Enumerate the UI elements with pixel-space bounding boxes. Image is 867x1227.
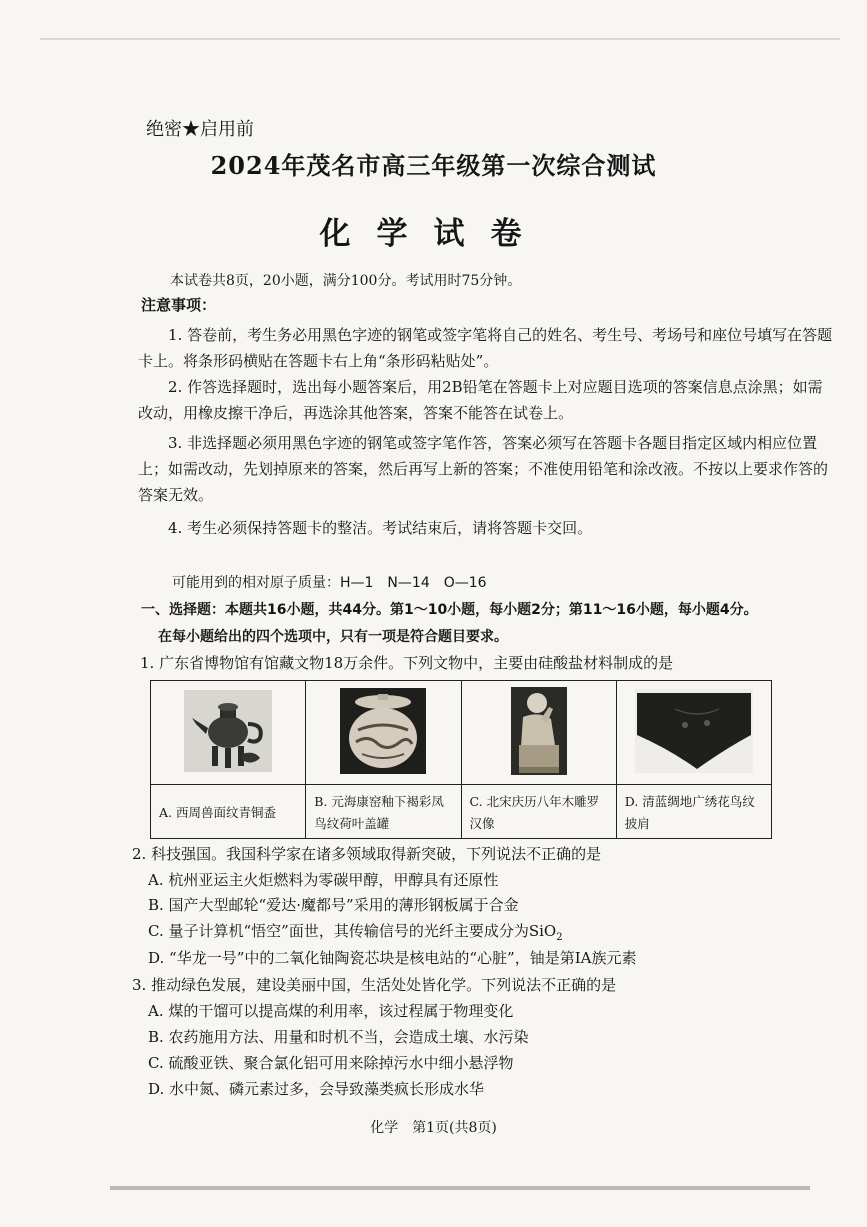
sio2-subscript: 2 (556, 932, 563, 943)
exam-intro: 本试卷共8页，20小题，满分100分。考试用时75分钟。 (170, 273, 522, 289)
question-2-option-c (148, 920, 563, 943)
porcelain-jar-icon (338, 686, 428, 776)
notice-item-1: 1. 答卷前，考生务必用黑色字迹的钢笔或签字笔将自己的姓名、考生号、考场号和座位号填写在答题卡上。将条形码横贴在答题卡右上角“条形码粘贴处”。 (138, 326, 833, 370)
question-3-option-b: B. 农药施用方法、用量和时机不当，会造成土壤、水污染 (148, 1028, 529, 1046)
option-c-caption: C. 北宋庆历八年木雕罗汉像 (461, 785, 616, 839)
option-c-image-cell (461, 681, 616, 785)
wooden-arhat-icon (509, 685, 569, 777)
question-1-stem: 1. 广东省博物馆有馆藏文物18万余件。下列文物中，主要由硅酸盐材料制成的是 (140, 654, 674, 672)
bronze-vessel-icon (182, 688, 274, 774)
section-heading: 一、选择题：本题共16小题，共44分。第1～10小题，每小题2分；第11～16小题，每小题4分。 (141, 602, 758, 618)
option-d-image-cell (616, 681, 771, 785)
option-d-caption: D. 清蓝绸地广绣花鸟纹披肩 (616, 785, 771, 839)
option-b-image-cell (306, 681, 461, 785)
option-b-caption: B. 元海康窑釉下褐彩凤鸟纹荷叶盖罐 (306, 785, 461, 839)
question-2-option-d: D. “华龙一号”中的二氧化铀陶瓷芯块是核电站的“心脏”，铀是第ⅠA族元素 (148, 949, 637, 967)
notice-item-2: 2. 作答选择题时，选出每小题答案后，用2B铅笔在答题卡上对应题目选项的答案信息点涂黑；如需改动，用橡皮擦干净后，再选涂其他答案，答案不能答在试卷上。 (138, 378, 823, 422)
section-instruction: 在每小题给出的四个选项中，只有一项是符合题目要求。 (158, 629, 508, 645)
secret-label: 绝密★启用前 (146, 119, 254, 140)
question-2-option-a: A. 杭州亚运主火炬燃料为零碳甲醇，甲醇具有还原性 (148, 871, 499, 889)
question-2-option-c-text: C. 量子计算机“悟空”面世，其传输信号的光纤主要成分为SiO (148, 922, 557, 940)
relics-table (150, 680, 772, 839)
exam-title: 2024年茂名市高三年级第一次综合测试 (210, 151, 657, 180)
atomic-mass-line: 可能用到的相对原子质量：H—1 N—14 O—16 (172, 575, 487, 591)
question-3-option-c: C. 硫酸亚铁、聚合氯化铝可用来除掉污水中细小悬浮物 (148, 1054, 514, 1072)
question-2-option-b: B. 国产大型邮轮“爱达·魔都号”采用的薄形钢板属于合金 (148, 896, 519, 914)
question-3-stem: 3. 推动绿色发展，建设美丽中国，生活处处皆化学。下列说法不正确的是 (132, 976, 617, 994)
page-footer: 化学 第1页(共8页) (370, 1120, 497, 1136)
question-3-option-a: A. 煤的干馏可以提高煤的利用率，该过程属于物理变化 (148, 1002, 514, 1020)
notice-heading: 注意事项： (141, 296, 217, 314)
option-a-image-cell (151, 681, 306, 785)
question-3-option-d: D. 水中氮、磷元素过多，会导致藻类疯长形成水华 (148, 1080, 485, 1098)
silk-shawl-icon (635, 689, 753, 773)
notice-item-4: 4. 考生必须保持答题卡的整洁。考试结束后，请将答题卡交回。 (168, 519, 593, 537)
notice-item-3: 3. 非选择题必须用黑色字迹的钢笔或签字笔作答，答案必须写在答题卡各题目指定区域内相应位置上；如需改动，先划掉原来的答案，然后再写上新的答案；不准使用铅笔和涂改液。不按以上要求作答的答案无效。 (138, 434, 829, 504)
scan-edge-bottom (110, 1186, 810, 1190)
question-2-stem: 2. 科技强国。我国科学家在诸多领域取得新突破，下列说法不正确的是 (132, 845, 602, 863)
subject-title: 化学试卷 (319, 216, 548, 252)
scan-edge-top (40, 38, 840, 40)
option-a-caption: A. 西周兽面纹青铜盉 (151, 785, 306, 839)
